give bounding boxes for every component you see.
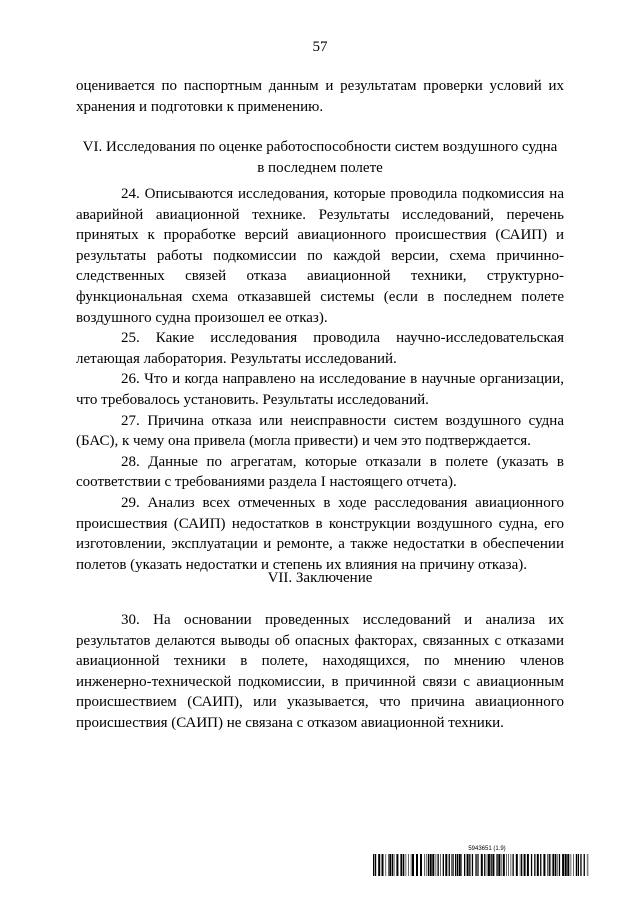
section-7-heading-block [76, 568, 564, 589]
section-7-heading: VII. Заключение [267, 570, 373, 586]
page-number: 57 [312, 39, 328, 55]
paragraph-29: 29. Анализ всех отмеченных в ходе расследования авиационного происшествия (САИП) недостатков в конструкции воздушного судна, его изготовлении, эксплуатации и ремонте, а также недостатки в обеспечении полетов (указать недостатки и степень их влияния на причину отказа). [76, 494, 564, 573]
section-7-body [76, 610, 564, 734]
intro-paragraph: оценивается по паспортным данным и результатам проверки условий их хранения и подготовки к применению. [76, 78, 564, 115]
paragraph-26: 26. Что и когда направлено на исследование в научные организации, что требовалось установить. Результаты исследований. [76, 371, 564, 408]
barcode-image [373, 854, 589, 876]
barcode-caption: 5943651 (1.9) [468, 846, 506, 852]
section-6-heading [76, 137, 564, 178]
paragraph-25: 25. Какие исследования проводила научно-исследовательская летающая лаборатория. Результаты исследований. [76, 330, 564, 367]
paragraph-27: 27. Причина отказа или неисправности систем воздушного судна (БАС), к чему она привела (могла привести) и чем это подтверждается. [76, 412, 564, 450]
intro-paragraph-block [76, 76, 564, 117]
section-6-body [76, 184, 564, 575]
paragraph-28: 28. Данные по агрегатам, которые отказали в полете (указать в соответствии с требованиями раздела I настоящего отчета). [76, 453, 564, 491]
paragraph-30: 30. На основании проведенных исследований и анализа их результатов делаются выводы об опасных факторах, связанных с отказами авиационной техники в полете, находящихся, по мнению членов инженерно-технической подкомиссии, в причинной связи с авиационным происшествием (САИП), или указывается, что причина авиационного происшествия (САИП) не связана с отказом авиационной техники. [76, 612, 564, 731]
paragraph-24: 24. Описываются исследования, которые проводила подкомиссия на аварийной авиационной технике. Результаты исследований, перечень принятых к проработке версий авиационного происшествия (САИП) и результаты работы подкомиссии по каждой версии, схема причинно-следственных связей отказа авиационной техники, структурно-функциональная схема отказавшей системы (если в последнем полете воздушного судна произошел ее отказ). [76, 186, 564, 326]
section-6-heading-line1: VI. Исследования по оценке работоспособности систем воздушного судна [82, 139, 558, 155]
section-6-heading-line2: в последнем полете [257, 159, 383, 176]
